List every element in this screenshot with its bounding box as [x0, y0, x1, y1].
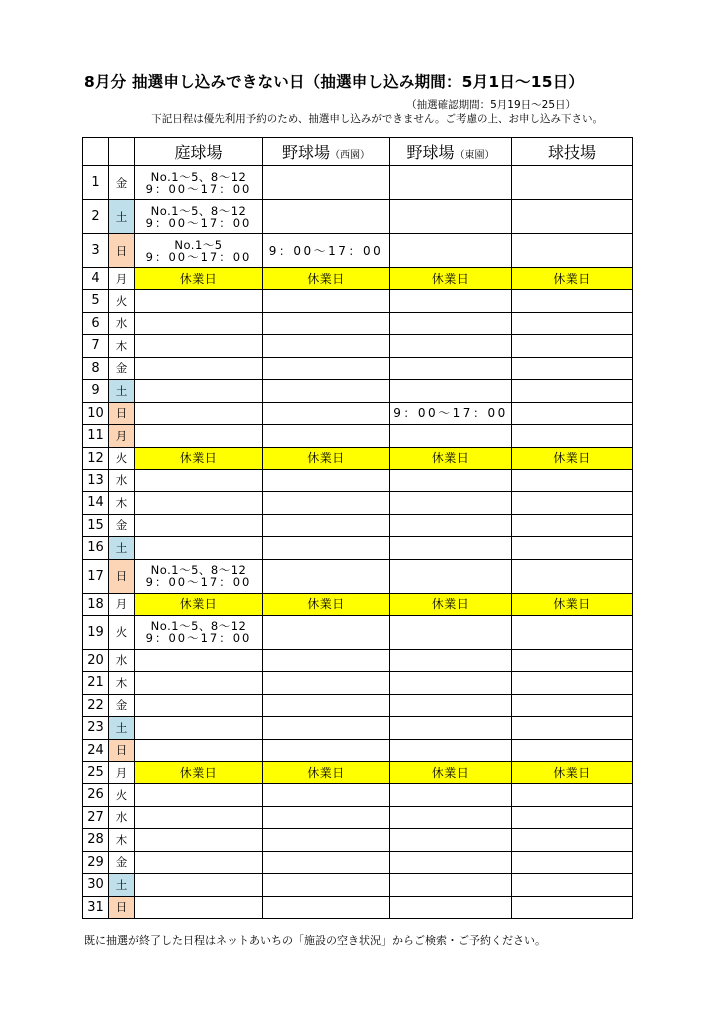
- facility-numbers: No.1～5、8～12: [150, 619, 247, 633]
- weekday-label: 水: [109, 312, 135, 335]
- schedule-cell: [390, 559, 512, 593]
- schedule-cell: [512, 380, 633, 403]
- header-weekday: [109, 138, 135, 166]
- day-number: 22: [83, 694, 109, 717]
- schedule-cell: [263, 851, 390, 874]
- schedule-cell: [135, 739, 263, 762]
- schedule-cell: [512, 234, 633, 268]
- header-row: [83, 138, 633, 166]
- schedule-cell: [390, 829, 512, 852]
- day-number: 17: [83, 559, 109, 593]
- schedule-cell: [390, 806, 512, 829]
- weekday-label: 土: [109, 874, 135, 897]
- schedule-cell: [390, 615, 512, 649]
- schedule-cell: [512, 537, 633, 560]
- schedule-cell: [135, 312, 263, 335]
- day-number: 24: [83, 739, 109, 762]
- table-row: [83, 806, 633, 829]
- schedule-cell: [263, 806, 390, 829]
- facility-numbers: No.1～5、8～12: [150, 203, 247, 218]
- schedule-cell: [135, 672, 263, 695]
- holiday-cell: 休業日: [135, 593, 263, 615]
- table-row: [83, 312, 633, 335]
- schedule-cell: [263, 829, 390, 852]
- day-number: 26: [83, 784, 109, 807]
- schedule-cell: [512, 694, 633, 717]
- weekday-label: 火: [109, 615, 135, 649]
- table-row: [83, 717, 633, 740]
- table-row: [83, 514, 633, 537]
- schedule-cell: [390, 896, 512, 919]
- schedule-cell: [263, 649, 390, 672]
- table-row: [83, 784, 633, 807]
- schedule-cell: [512, 492, 633, 515]
- day-number: 5: [83, 290, 109, 313]
- weekday-label: 月: [109, 268, 135, 290]
- table-row: [83, 166, 633, 200]
- holiday-cell: 休業日: [512, 447, 633, 469]
- weekday-label: 日: [109, 896, 135, 919]
- schedule-cell: [512, 357, 633, 380]
- weekday-label: 日: [109, 234, 135, 268]
- schedule-cell: [263, 874, 390, 897]
- day-number: 29: [83, 851, 109, 874]
- table-row: [83, 593, 633, 615]
- schedule-cell: [390, 649, 512, 672]
- table-row: [83, 851, 633, 874]
- schedule-cell: [512, 829, 633, 852]
- table-row: [83, 694, 633, 717]
- table-row: [83, 402, 633, 425]
- time-range: 9：00～17：00: [145, 575, 252, 589]
- schedule-cell: [512, 514, 633, 537]
- schedule-table: [82, 137, 633, 919]
- schedule-cell: [512, 615, 633, 649]
- schedule-cell: [263, 469, 390, 492]
- day-number: 28: [83, 829, 109, 852]
- table-row: [83, 234, 633, 268]
- day-number: 15: [83, 514, 109, 537]
- schedule-cell: [512, 784, 633, 807]
- schedule-cell: [263, 166, 390, 200]
- facility-numbers: No.1～5: [174, 237, 223, 252]
- notice-text: 下記日程は優先利用予約のため、抽選申し込みができません。ご考慮の上、お申し込み下さい。: [151, 113, 603, 125]
- confirm-period-note: （抽選確認期間：5月19日～25日）: [406, 99, 576, 111]
- schedule-cell: [263, 380, 390, 403]
- weekday-label: 月: [109, 593, 135, 615]
- weekday-label: 火: [109, 784, 135, 807]
- table-row: [83, 874, 633, 897]
- weekday-label: 水: [109, 649, 135, 672]
- day-number: 2: [83, 200, 109, 234]
- schedule-cell: [135, 694, 263, 717]
- schedule-cell: [263, 537, 390, 560]
- day-number: 9: [83, 380, 109, 403]
- weekday-label: 水: [109, 806, 135, 829]
- weekday-label: 火: [109, 290, 135, 313]
- schedule-cell: [135, 402, 263, 425]
- schedule-cell: 9：00～17：00: [390, 402, 512, 425]
- column-header-baseball-west: 野球場（西園）: [263, 138, 390, 166]
- weekday-label: 日: [109, 402, 135, 425]
- schedule-cell: [263, 717, 390, 740]
- table-row: [83, 537, 633, 560]
- table-row: [83, 672, 633, 695]
- day-number: 30: [83, 874, 109, 897]
- schedule-cell: [512, 559, 633, 593]
- schedule-cell: [263, 559, 390, 593]
- day-number: 3: [83, 234, 109, 268]
- weekday-label: 月: [109, 762, 135, 784]
- weekday-label: 木: [109, 335, 135, 358]
- schedule-cell: [390, 537, 512, 560]
- schedule-cell: [263, 335, 390, 358]
- schedule-cell: [390, 290, 512, 313]
- schedule-cell: [135, 806, 263, 829]
- holiday-cell: 休業日: [512, 268, 633, 290]
- day-number: 18: [83, 593, 109, 615]
- table-row: [83, 447, 633, 469]
- schedule-cell: [135, 896, 263, 919]
- holiday-cell: 休業日: [390, 268, 512, 290]
- day-number: 23: [83, 717, 109, 740]
- table-row: [83, 829, 633, 852]
- schedule-cell: [390, 335, 512, 358]
- table-row: [83, 268, 633, 290]
- schedule-cell: [390, 469, 512, 492]
- weekday-label: 金: [109, 851, 135, 874]
- weekday-label: 火: [109, 447, 135, 469]
- table-row: [83, 290, 633, 313]
- schedule-cell: [135, 851, 263, 874]
- weekday-label: 日: [109, 559, 135, 593]
- day-number: 6: [83, 312, 109, 335]
- schedule-cell: [263, 312, 390, 335]
- footer-note: 既に抽選が終了した日程はネットあいちの「施設の空き状況」からご検索・ご予約ください。: [84, 934, 546, 947]
- schedule-cell: [263, 694, 390, 717]
- schedule-cell: [390, 672, 512, 695]
- schedule-cell: [390, 234, 512, 268]
- schedule-cell: [135, 335, 263, 358]
- schedule-cell: [390, 514, 512, 537]
- table-row: [83, 425, 633, 448]
- schedule-cell: [135, 166, 263, 200]
- day-number: 31: [83, 896, 109, 919]
- table-row: [83, 335, 633, 358]
- schedule-cell: [512, 739, 633, 762]
- day-number: 11: [83, 425, 109, 448]
- weekday-label: 月: [109, 425, 135, 448]
- weekday-label: 土: [109, 200, 135, 234]
- holiday-cell: 休業日: [390, 593, 512, 615]
- holiday-cell: 休業日: [135, 762, 263, 784]
- weekday-label: 土: [109, 380, 135, 403]
- schedule-cell: [512, 469, 633, 492]
- schedule-cell: [263, 784, 390, 807]
- day-number: 7: [83, 335, 109, 358]
- schedule-cell: [135, 717, 263, 740]
- weekday-label: 金: [109, 357, 135, 380]
- table-row: [83, 739, 633, 762]
- schedule-cell: [390, 312, 512, 335]
- schedule-cell: [263, 357, 390, 380]
- schedule-cell: [512, 312, 633, 335]
- page-title: 8月分 抽選申し込みできない日（抽選申し込み期間：5月1日～15日）: [84, 73, 585, 91]
- schedule-cell: [135, 200, 263, 234]
- day-number: 21: [83, 672, 109, 695]
- holiday-cell: 休業日: [512, 593, 633, 615]
- table-row: [83, 200, 633, 234]
- schedule-cell: [135, 874, 263, 897]
- weekday-label: 木: [109, 492, 135, 515]
- holiday-cell: 休業日: [512, 762, 633, 784]
- time-range: 9：00～17：00: [145, 215, 252, 230]
- holiday-cell: 休業日: [263, 593, 390, 615]
- day-number: 12: [83, 447, 109, 469]
- day-number: 10: [83, 402, 109, 425]
- schedule-cell: [390, 380, 512, 403]
- table-row: [83, 896, 633, 919]
- schedule-cell: [512, 649, 633, 672]
- schedule-cell: [263, 514, 390, 537]
- schedule-cell: [390, 425, 512, 448]
- schedule-cell: [135, 492, 263, 515]
- schedule-cell: [512, 874, 633, 897]
- schedule-cell: [135, 537, 263, 560]
- weekday-label: 金: [109, 166, 135, 200]
- schedule-cell: [263, 425, 390, 448]
- schedule-cell: [390, 717, 512, 740]
- schedule-cell: [135, 380, 263, 403]
- schedule-cell: [263, 896, 390, 919]
- day-number: 14: [83, 492, 109, 515]
- schedule-cell: [390, 357, 512, 380]
- day-number: 19: [83, 615, 109, 649]
- schedule-cell: [263, 672, 390, 695]
- weekday-label: 土: [109, 537, 135, 560]
- schedule-cell: [263, 402, 390, 425]
- table-row: [83, 357, 633, 380]
- schedule-cell: [512, 335, 633, 358]
- holiday-cell: 休業日: [135, 447, 263, 469]
- weekday-label: 土: [109, 717, 135, 740]
- schedule-cell: [390, 851, 512, 874]
- schedule-cell: [263, 290, 390, 313]
- schedule-cell: [135, 290, 263, 313]
- day-number: 8: [83, 357, 109, 380]
- schedule-cell: [390, 739, 512, 762]
- weekday-label: 金: [109, 694, 135, 717]
- schedule-cell: [390, 694, 512, 717]
- schedule-cell: [512, 402, 633, 425]
- weekday-label: 水: [109, 469, 135, 492]
- schedule-cell: [135, 559, 263, 593]
- table-row: [83, 649, 633, 672]
- day-number: 20: [83, 649, 109, 672]
- header-day: [83, 138, 109, 166]
- schedule-cell: [263, 492, 390, 515]
- time-range: 9：00～17：00: [145, 181, 252, 196]
- schedule-cell: [390, 492, 512, 515]
- schedule-cell: [512, 672, 633, 695]
- holiday-cell: 休業日: [263, 268, 390, 290]
- schedule-cell: [135, 615, 263, 649]
- holiday-cell: 休業日: [135, 268, 263, 290]
- schedule-cell: 9：00～17：00: [263, 234, 390, 268]
- holiday-cell: 休業日: [263, 447, 390, 469]
- table-row: [83, 762, 633, 784]
- time-range: 9：00～17：00: [145, 631, 252, 645]
- column-header-tennis: 庭球場: [135, 138, 263, 166]
- table-row: [83, 615, 633, 649]
- schedule-cell: [263, 739, 390, 762]
- weekday-label: 木: [109, 672, 135, 695]
- schedule-cell: [512, 717, 633, 740]
- schedule-cell: [512, 290, 633, 313]
- weekday-label: 日: [109, 739, 135, 762]
- schedule-cell: [135, 357, 263, 380]
- schedule-cell: [263, 615, 390, 649]
- holiday-cell: 休業日: [390, 762, 512, 784]
- holiday-cell: 休業日: [263, 762, 390, 784]
- schedule-cell: [512, 806, 633, 829]
- schedule-cell: [390, 784, 512, 807]
- day-number: 1: [83, 166, 109, 200]
- schedule-cell: [390, 874, 512, 897]
- schedule-cell: [512, 200, 633, 234]
- weekday-label: 金: [109, 514, 135, 537]
- schedule-cell: [390, 200, 512, 234]
- schedule-cell: [135, 829, 263, 852]
- schedule-cell: [512, 425, 633, 448]
- table-row: [83, 559, 633, 593]
- schedule-cell: [135, 514, 263, 537]
- table-row: [83, 469, 633, 492]
- day-number: 4: [83, 268, 109, 290]
- schedule-cell: [135, 784, 263, 807]
- table-row: [83, 380, 633, 403]
- day-number: 13: [83, 469, 109, 492]
- schedule-cell: [512, 166, 633, 200]
- schedule-cell: [263, 200, 390, 234]
- schedule-cell: [135, 469, 263, 492]
- facility-numbers: No.1～5、8～12: [150, 563, 247, 577]
- schedule-cell: [135, 649, 263, 672]
- day-number: 27: [83, 806, 109, 829]
- schedule-cell: [135, 425, 263, 448]
- schedule-cell: [390, 166, 512, 200]
- column-header-ballgame: 球技場: [512, 138, 633, 166]
- schedule-cell: [512, 851, 633, 874]
- time-range: 9：00～17：00: [145, 249, 252, 264]
- schedule-cell: [512, 896, 633, 919]
- facility-numbers: No.1～5、8～12: [150, 169, 247, 184]
- weekday-label: 木: [109, 829, 135, 852]
- day-number: 25: [83, 762, 109, 784]
- schedule-cell: [135, 234, 263, 268]
- day-number: 16: [83, 537, 109, 560]
- column-header-baseball-east: 野球場（東園）: [390, 138, 512, 166]
- holiday-cell: 休業日: [390, 447, 512, 469]
- table-row: [83, 492, 633, 515]
